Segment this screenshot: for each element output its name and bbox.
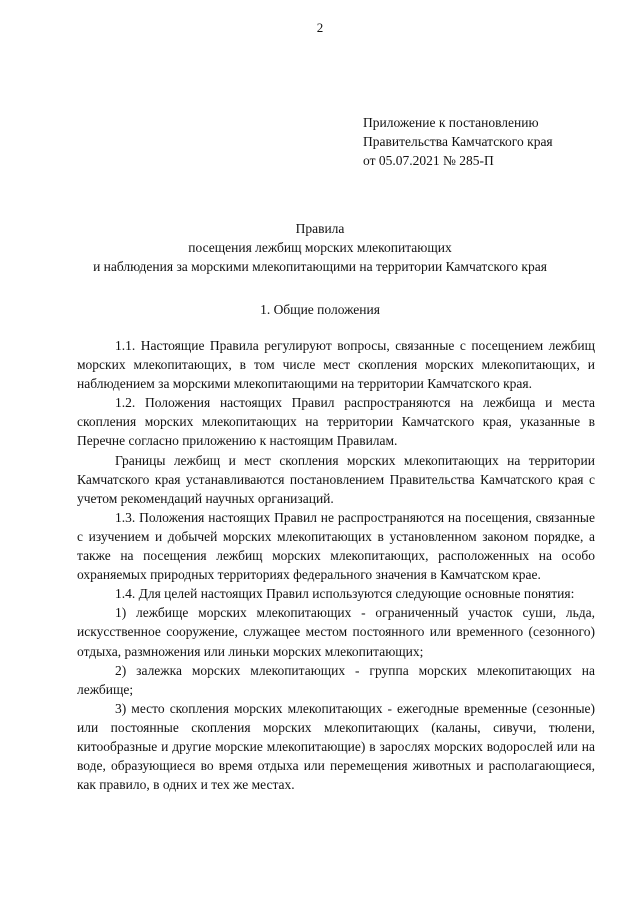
appendix-line-1: Приложение к постановлению	[363, 115, 539, 130]
title-line-1: Правила	[295, 221, 345, 236]
definition-1: 1) лежбище морских млекопитающих - ограниченный участок суши, льда, искусственное сооружение, служащее местом постоянного или временного (сезонного) отдыха, размножения или линьки морских млекопитающих;	[77, 605, 595, 659]
paragraph-1-3: 1.3. Положения настоящих Правил не распространяются на посещения, связанные с изучением и добычей морских млекопитающих в установленном законом порядке, а также на посещения лежбищ морских млекопитающих, расположенных на особо охраняемых природных территориях федерального значения в Камчатском крае.	[77, 509, 595, 583]
paragraph-1-4: 1.4. Для целей настоящих Правил используются следующие основные понятия:	[115, 586, 575, 602]
paragraph-1-2: 1.2. Положения настоящих Правил распространяются на лежбища и места скопления морских млекопитающих на территории Камчатского края, указанные в Перечне согласно приложению к настоящим Правилам.	[77, 395, 595, 449]
appendix-line-2: Правительства Камчатского края	[363, 134, 553, 149]
title-line-3: и наблюдения за морскими млекопитающими на территории Камчатского края	[93, 259, 547, 274]
section-heading: 1. Общие положения	[260, 302, 380, 317]
section-body	[77, 336, 595, 794]
paragraph-1-1: 1.1. Настоящие Правила регулируют вопросы, связанные с посещением лежбищ морских млекопитающих, в том числе мест скопления морских млекопитающих, и наблюдением за морскими млекопитающими на территории Камчатского края.	[77, 338, 595, 392]
title-line-2: посещения лежбищ морских млекопитающих	[188, 240, 452, 255]
appendix-line-3: от 05.07.2021 № 285-П	[363, 153, 494, 168]
definition-2: 2) залежка морских млекопитающих - группа морских млекопитающих на лежбище;	[77, 662, 595, 697]
appendix-reference	[363, 113, 553, 170]
document-title	[0, 219, 640, 276]
definition-3: 3) место скопления морских млекопитающих - ежегодные временные (сезонные) или постоянные скопления морских млекопитающих (каланы, сивучи, тюлени, китообразные и другие морские млекопитающие) в зарослях морских водорослей или на воде, образующиеся во время отдыха или перемещения животных и располагающиеся, как правило, в одних и тех же местах.	[77, 700, 595, 793]
paragraph-borders: Границы лежбищ и мест скопления морских млекопитающих на территории Камчатского края устанавливаются постановлением Правительства Камчатского края с учетом рекомендаций научных организаций.	[77, 452, 595, 506]
page-number: 2	[316, 20, 324, 35]
